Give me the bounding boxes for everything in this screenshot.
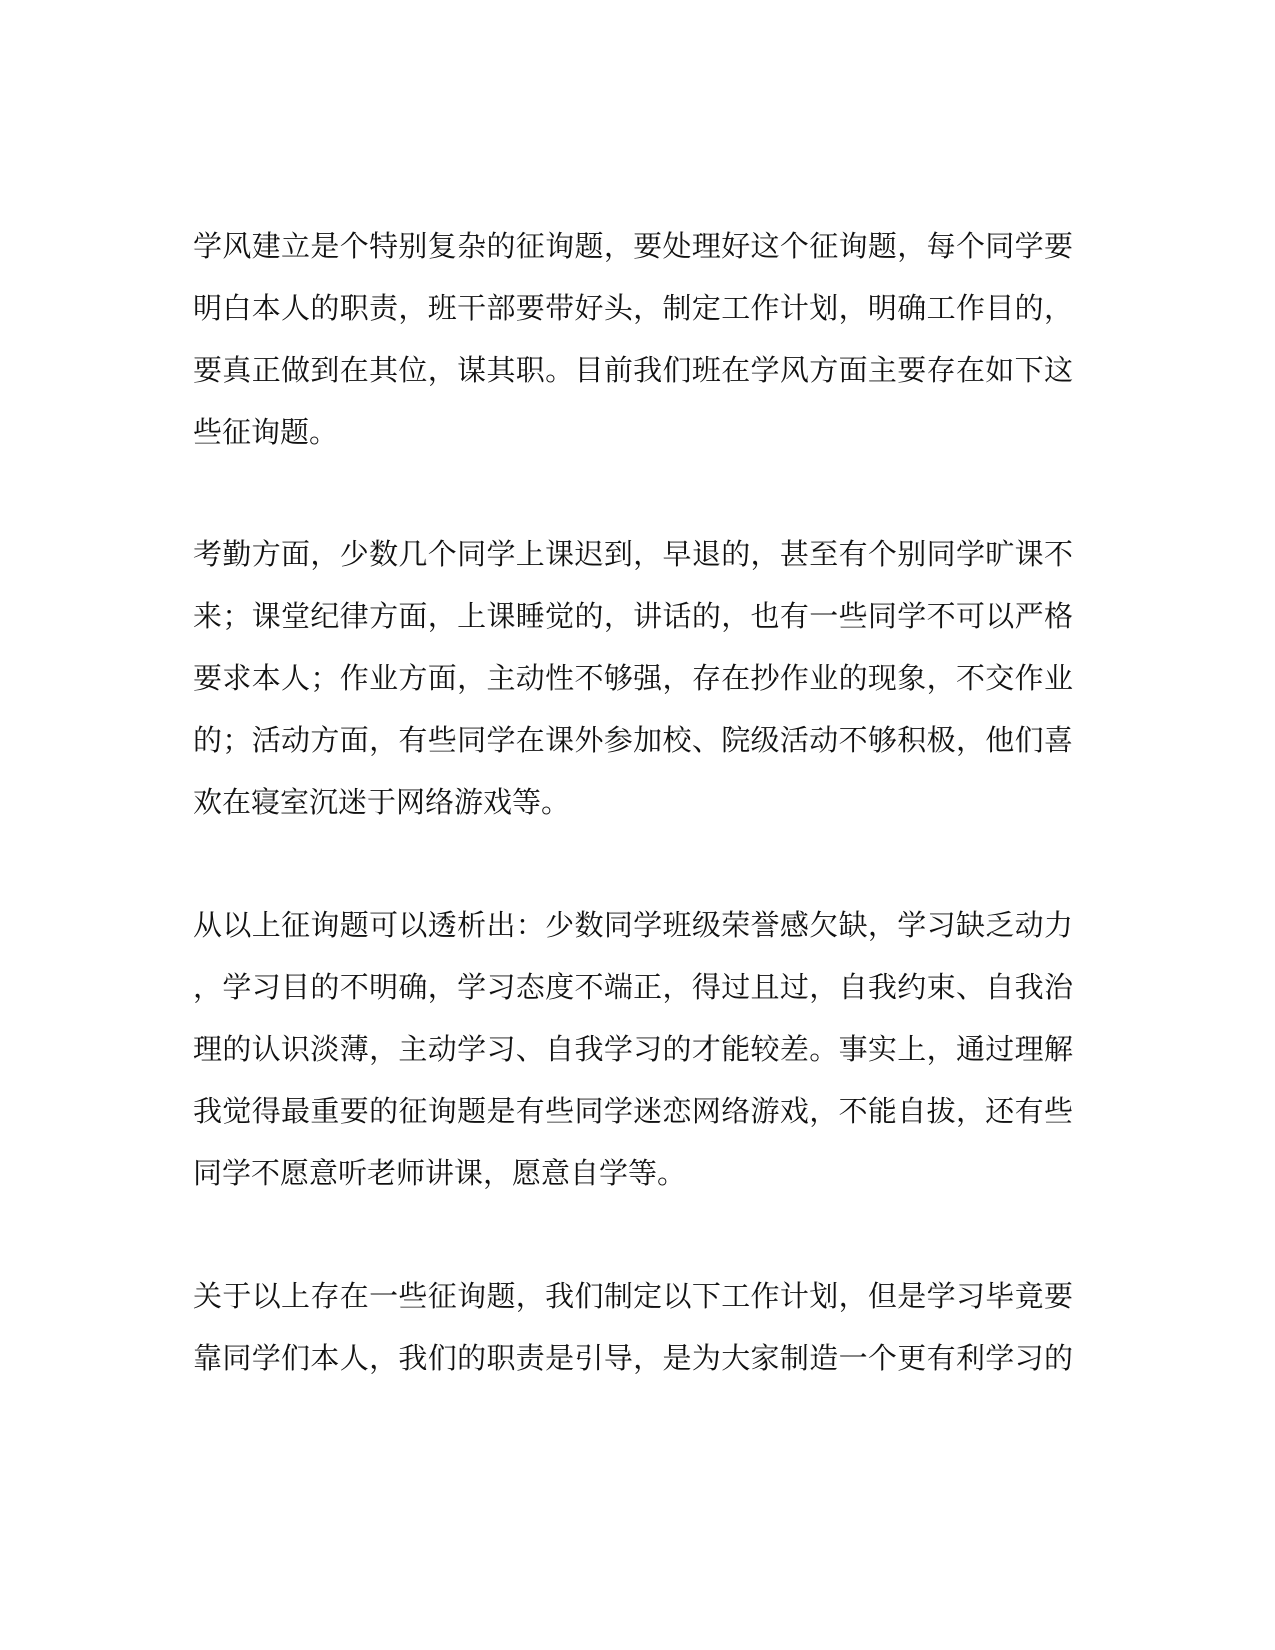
text-line: 靠同学们本人，我们的职责是引导，是为大家制造一个更有利学习的	[193, 1341, 1073, 1375]
text-line: 欢在寝室沉迷于网络游戏等。	[193, 785, 571, 819]
text-line: 关于以上存在一些征询题，我们制定以下工作计划，但是学习毕竟要	[193, 1279, 1073, 1313]
text-line: 要真正做到在其位，谋其职。目前我们班在学风方面主要存在如下这	[193, 353, 1073, 387]
text-line: 考勤方面，少数几个同学上课迟到，早退的，甚至有个别同学旷课不	[193, 537, 1073, 571]
text-line: 理的认识淡薄，主动学习、自我学习的才能较差。事实上，通过理解	[193, 1032, 1073, 1066]
text-line: 学风建立是个特别复杂的征询题，要处理好这个征询题，每个同学要	[193, 229, 1073, 263]
text-line: 同学不愿意听老师讲课，愿意自学等。	[193, 1156, 687, 1190]
text-line: 明白本人的职责，班干部要带好头，制定工作计划，明确工作目的，	[193, 291, 1073, 325]
text-line: 从以上征询题可以透析出：少数同学班级荣誉感欠缺，学习缺乏动力	[193, 908, 1073, 942]
text-line: 的；活动方面，有些同学在课外参加校、院级活动不够积极，他们喜	[193, 723, 1073, 757]
text-line: 我觉得最重要的征询题是有些同学迷恋网络游戏，不能自拔，还有些	[193, 1094, 1073, 1128]
text-line: ，学习目的不明确，学习态度不端正，得过且过，自我约束、自我治	[193, 970, 1073, 1004]
text-line: 些征询题。	[193, 415, 339, 449]
text-line: 来；课堂纪律方面，上课睡觉的，讲话的，也有一些同学不可以严格	[193, 599, 1073, 633]
text-line: 要求本人；作业方面，主动性不够强，存在抄作业的现象，不交作业	[193, 661, 1073, 695]
